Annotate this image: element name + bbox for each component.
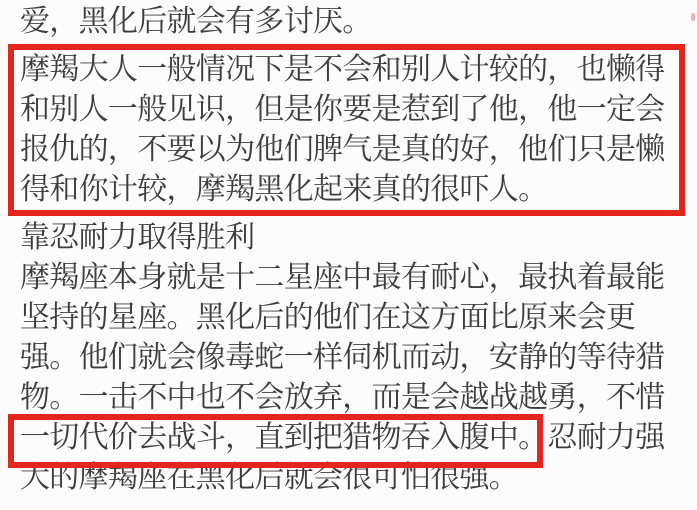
highlighted-line-3: 报仇的，不要以为他们脾气是真的好，他们只是懒 [20, 133, 665, 166]
paragraph-line-2: 坚持的星座。黑化后的他们在这方面比原来会更 [20, 301, 636, 334]
inline-highlight-line [20, 418, 697, 458]
highlighted-line-1: 摩羯大人一般情况下是不会和别人计较的，也懒得 [20, 53, 665, 86]
intro-line: 爱，黑化后就会有多讨厌。 [20, 5, 372, 38]
highlighted-line-2: 和别人一般见识，但是你要是惹到了他，他一定会 [20, 93, 665, 126]
highlighted-inline-text: 一切代价去战斗，直到把猎物吞入腹中。 [20, 421, 548, 454]
inline-tail-text: 忍耐力强 [547, 421, 665, 454]
paragraph-line-1: 摩羯座本身就是十二星座中最有耐心，最执着最能 [20, 261, 665, 294]
paragraph-line-4: 物。一击不中也不会放弃，而是会越战越勇，不惜 [20, 381, 665, 414]
highlighted-line-4: 得和你计较，摩羯黑化起来真的很吓人。 [20, 173, 548, 206]
section-heading: 靠忍耐力取得胜利 [20, 221, 255, 254]
paragraph-line-3: 强。他们就会像毒蛇一样伺机而动，安静的等待猎 [20, 341, 665, 374]
closing-line: 大的摩羯座在黑化后就会很可怕很强。 [20, 461, 519, 494]
highlight-box-1 [8, 44, 685, 216]
